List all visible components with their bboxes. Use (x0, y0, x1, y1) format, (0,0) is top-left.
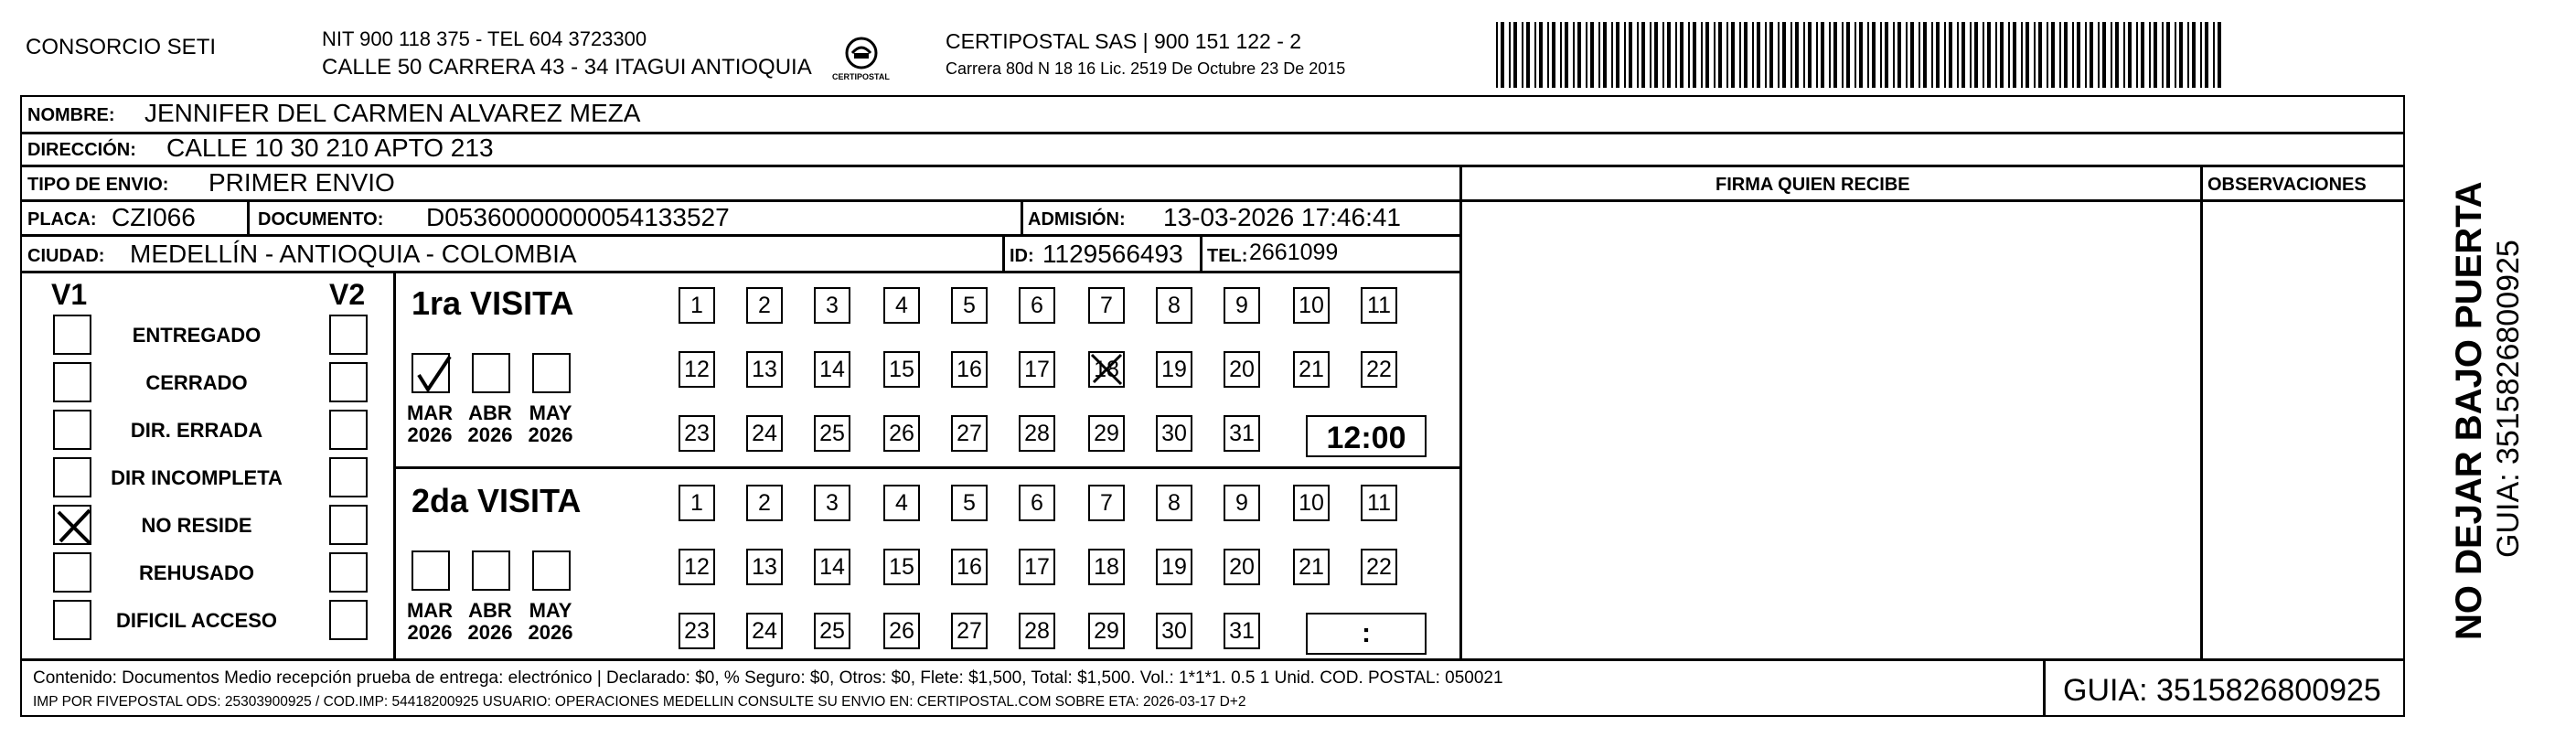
status-label: REHUSADO (139, 561, 254, 584)
day-box[interactable]: 4 (883, 485, 920, 521)
barcode (1496, 22, 2226, 88)
tipo-envio-label: TIPO DE ENVIO: (27, 175, 169, 195)
day-box[interactable]: 25 (814, 415, 850, 452)
day-box[interactable]: 17 (1019, 549, 1055, 585)
direccion-label: DIRECCIÓN: (27, 140, 136, 160)
status-label: ENTREGADO (132, 324, 262, 347)
observaciones-header: OBSERVACIONES (2207, 175, 2367, 195)
day-box[interactable]: 12 (679, 549, 715, 585)
month-checkbox[interactable] (412, 353, 450, 393)
v2-checkbox[interactable] (329, 410, 368, 450)
day-box[interactable]: 2 (746, 287, 783, 324)
day-box[interactable]: 6 (1019, 485, 1055, 521)
status-label: DIR INCOMPLETA (111, 466, 283, 489)
firma-header: FIRMA QUIEN RECIBE (1716, 175, 1910, 195)
month-label: MAY 2026 (528, 599, 573, 645)
day-box[interactable]: 21 (1293, 351, 1330, 388)
day-box[interactable]: 28 (1019, 415, 1055, 452)
v2-checkbox[interactable] (329, 315, 368, 355)
nombre-value: JENNIFER DEL CARMEN ALVAREZ MEZA (144, 99, 641, 127)
tel-label: TEL: (1207, 246, 1248, 266)
status-label: CERRADO (145, 371, 248, 394)
month-label: ABR 2026 (467, 599, 513, 645)
nit-line: NIT 900 118 375 - TEL 604 3723300 (322, 27, 647, 50)
visit-title: 2da VISITA (412, 482, 582, 519)
status-label: NO RESIDE (141, 514, 252, 537)
day-box[interactable]: 23 (679, 415, 715, 452)
v2-checkbox[interactable] (329, 362, 368, 402)
direccion-value: CALLE 10 30 210 APTO 213 (166, 134, 494, 162)
day-box[interactable]: 6 (1019, 287, 1055, 324)
day-box[interactable]: 24 (746, 415, 783, 452)
certipostal-logo (828, 33, 894, 86)
month-label: ABR 2026 (467, 401, 513, 447)
id-value: 1129566493 (1042, 240, 1183, 268)
time-value: 12:00 (1326, 421, 1406, 455)
day-box[interactable]: 26 (883, 613, 920, 649)
month-label: MAR 2026 (406, 599, 454, 645)
v2-checkbox[interactable] (329, 552, 368, 593)
day-box[interactable]: 13 (746, 351, 783, 388)
month-label: MAY 2026 (528, 401, 573, 447)
v2-checkbox[interactable] (329, 457, 368, 497)
documento-label: DOCUMENTO: (258, 209, 384, 230)
v2-header: V2 (329, 278, 366, 311)
day-box[interactable]: 9 (1224, 287, 1260, 324)
status-label: DIR. ERRADA (130, 419, 263, 442)
day-box[interactable]: 29 (1088, 415, 1125, 452)
day-box[interactable]: 8 (1156, 485, 1192, 521)
nombre-label: NOMBRE: (27, 105, 115, 125)
day-box[interactable]: 20 (1224, 549, 1260, 585)
visit-title: 1ra VISITA (412, 284, 574, 322)
day-box[interactable]: 16 (951, 351, 988, 388)
month-checkbox[interactable] (472, 353, 510, 393)
day-box[interactable]: 29 (1088, 613, 1125, 649)
day-box[interactable]: 18 (1088, 351, 1125, 388)
month-checkbox[interactable] (472, 550, 510, 591)
day-box[interactable]: 15 (883, 549, 920, 585)
day-box[interactable]: 19 (1156, 549, 1192, 585)
day-box[interactable]: 7 (1088, 287, 1125, 324)
address-line: CALLE 50 CARRERA 43 - 34 ITAGUI ANTIOQUIA (322, 55, 812, 80)
license-line: Carrera 80d N 18 16 Lic. 2519 De Octubre 23 De 2015 (946, 59, 1346, 78)
month-checkbox[interactable] (532, 550, 571, 591)
day-box[interactable]: 12 (679, 351, 715, 388)
day-box[interactable]: 20 (1224, 351, 1260, 388)
day-box[interactable]: 30 (1156, 415, 1192, 452)
day-box[interactable]: 18 (1088, 549, 1125, 585)
day-box[interactable]: 9 (1224, 485, 1260, 521)
day-box[interactable]: 10 (1293, 485, 1330, 521)
day-box[interactable]: 27 (951, 613, 988, 649)
day-box[interactable]: 21 (1293, 549, 1330, 585)
certipostal-line: CERTIPOSTAL SAS | 900 151 122 - 2 (946, 29, 1302, 53)
v2-checkbox[interactable] (329, 600, 368, 640)
day-box[interactable]: 4 (883, 287, 920, 324)
day-box[interactable]: 26 (883, 415, 920, 452)
day-box[interactable]: 5 (951, 485, 988, 521)
day-box[interactable]: 14 (814, 549, 850, 585)
time-value: : (1362, 618, 1371, 648)
day-box[interactable]: 10 (1293, 287, 1330, 324)
logo-text: CERTIPOSTAL (832, 72, 890, 81)
tel-value: 2661099 (1249, 240, 1339, 265)
time-box[interactable] (1306, 415, 1427, 457)
contenido-line: Contenido: Documentos Medio recepción prueba de entrega: electrónico | Declarado: $0, % Seguro: $0, Otros: $0, Flete: $1,500, Total: $1,500. Vol.: 1*1*1. 0.5 1 Unid. COD. POSTAL: 050021 (33, 668, 1503, 688)
month-checkbox[interactable] (532, 353, 571, 393)
month-label: MAR 2026 (406, 401, 454, 447)
day-box[interactable]: 24 (746, 613, 783, 649)
ciudad-value: MEDELLÍN - ANTIOQUIA - COLOMBIA (130, 240, 577, 268)
day-box[interactable]: 31 (1224, 613, 1260, 649)
day-box[interactable]: 31 (1224, 415, 1260, 452)
day-box[interactable]: 17 (1019, 351, 1055, 388)
day-box[interactable]: 8 (1156, 287, 1192, 324)
company-name: CONSORCIO SETI (26, 35, 217, 59)
documento-value: D05360000000054133527 (426, 203, 730, 231)
admision-label: ADMISIÓN: (1028, 209, 1126, 230)
day-box[interactable]: 3 (814, 287, 850, 324)
ciudad-label: CIUDAD: (27, 246, 105, 266)
placa-label: PLACA: (27, 209, 97, 230)
day-box[interactable]: 30 (1156, 613, 1192, 649)
day-box[interactable]: 27 (951, 415, 988, 452)
day-box[interactable]: 11 (1361, 287, 1397, 324)
day-box[interactable]: 5 (951, 287, 988, 324)
placa-value: CZI066 (112, 203, 196, 231)
day-box[interactable]: 22 (1361, 549, 1397, 585)
day-box[interactable]: 11 (1361, 485, 1397, 521)
no-dejar-bajo-puerta: NO DEJAR BAJO PUERTA (2449, 181, 2489, 640)
imp-line: IMP POR FIVEPOSTAL ODS: 25303900925 / COD.IMP: 54418200925 USUARIO: OPERACIONES MEDELLIN CONSULTE SU ENVIO EN: CERTIPOSTAL.COM SOBRE ETA: 2026-03-17 D+2 (33, 694, 1246, 710)
day-box[interactable]: 22 (1361, 351, 1397, 388)
day-box[interactable]: 14 (814, 351, 850, 388)
status-label: DIFICIL ACCESO (115, 609, 277, 632)
day-box[interactable]: 3 (814, 485, 850, 521)
day-box[interactable]: 16 (951, 549, 988, 585)
day-box[interactable]: 15 (883, 351, 920, 388)
day-box[interactable]: 19 (1156, 351, 1192, 388)
v2-checkbox[interactable] (329, 505, 368, 545)
day-box[interactable]: 1 (679, 485, 715, 521)
v1-header: V1 (51, 278, 88, 311)
month-checkbox[interactable] (412, 550, 450, 591)
day-box[interactable]: 23 (679, 613, 715, 649)
day-box[interactable]: 13 (746, 549, 783, 585)
day-box[interactable]: 28 (1019, 613, 1055, 649)
day-box[interactable]: 7 (1088, 485, 1125, 521)
day-box[interactable]: 25 (814, 613, 850, 649)
footer-guia: GUIA: 3515826800925 (2063, 673, 2381, 708)
side-guia: GUIA: 3515826800925 (2491, 240, 2526, 558)
day-box[interactable]: 1 (679, 287, 715, 324)
tipo-envio-value: PRIMER ENVIO (208, 168, 395, 197)
time-box[interactable] (1306, 613, 1427, 655)
day-box[interactable]: 2 (746, 485, 783, 521)
admision-value: 13-03-2026 17:46:41 (1163, 203, 1401, 231)
id-label: ID: (1010, 246, 1034, 266)
